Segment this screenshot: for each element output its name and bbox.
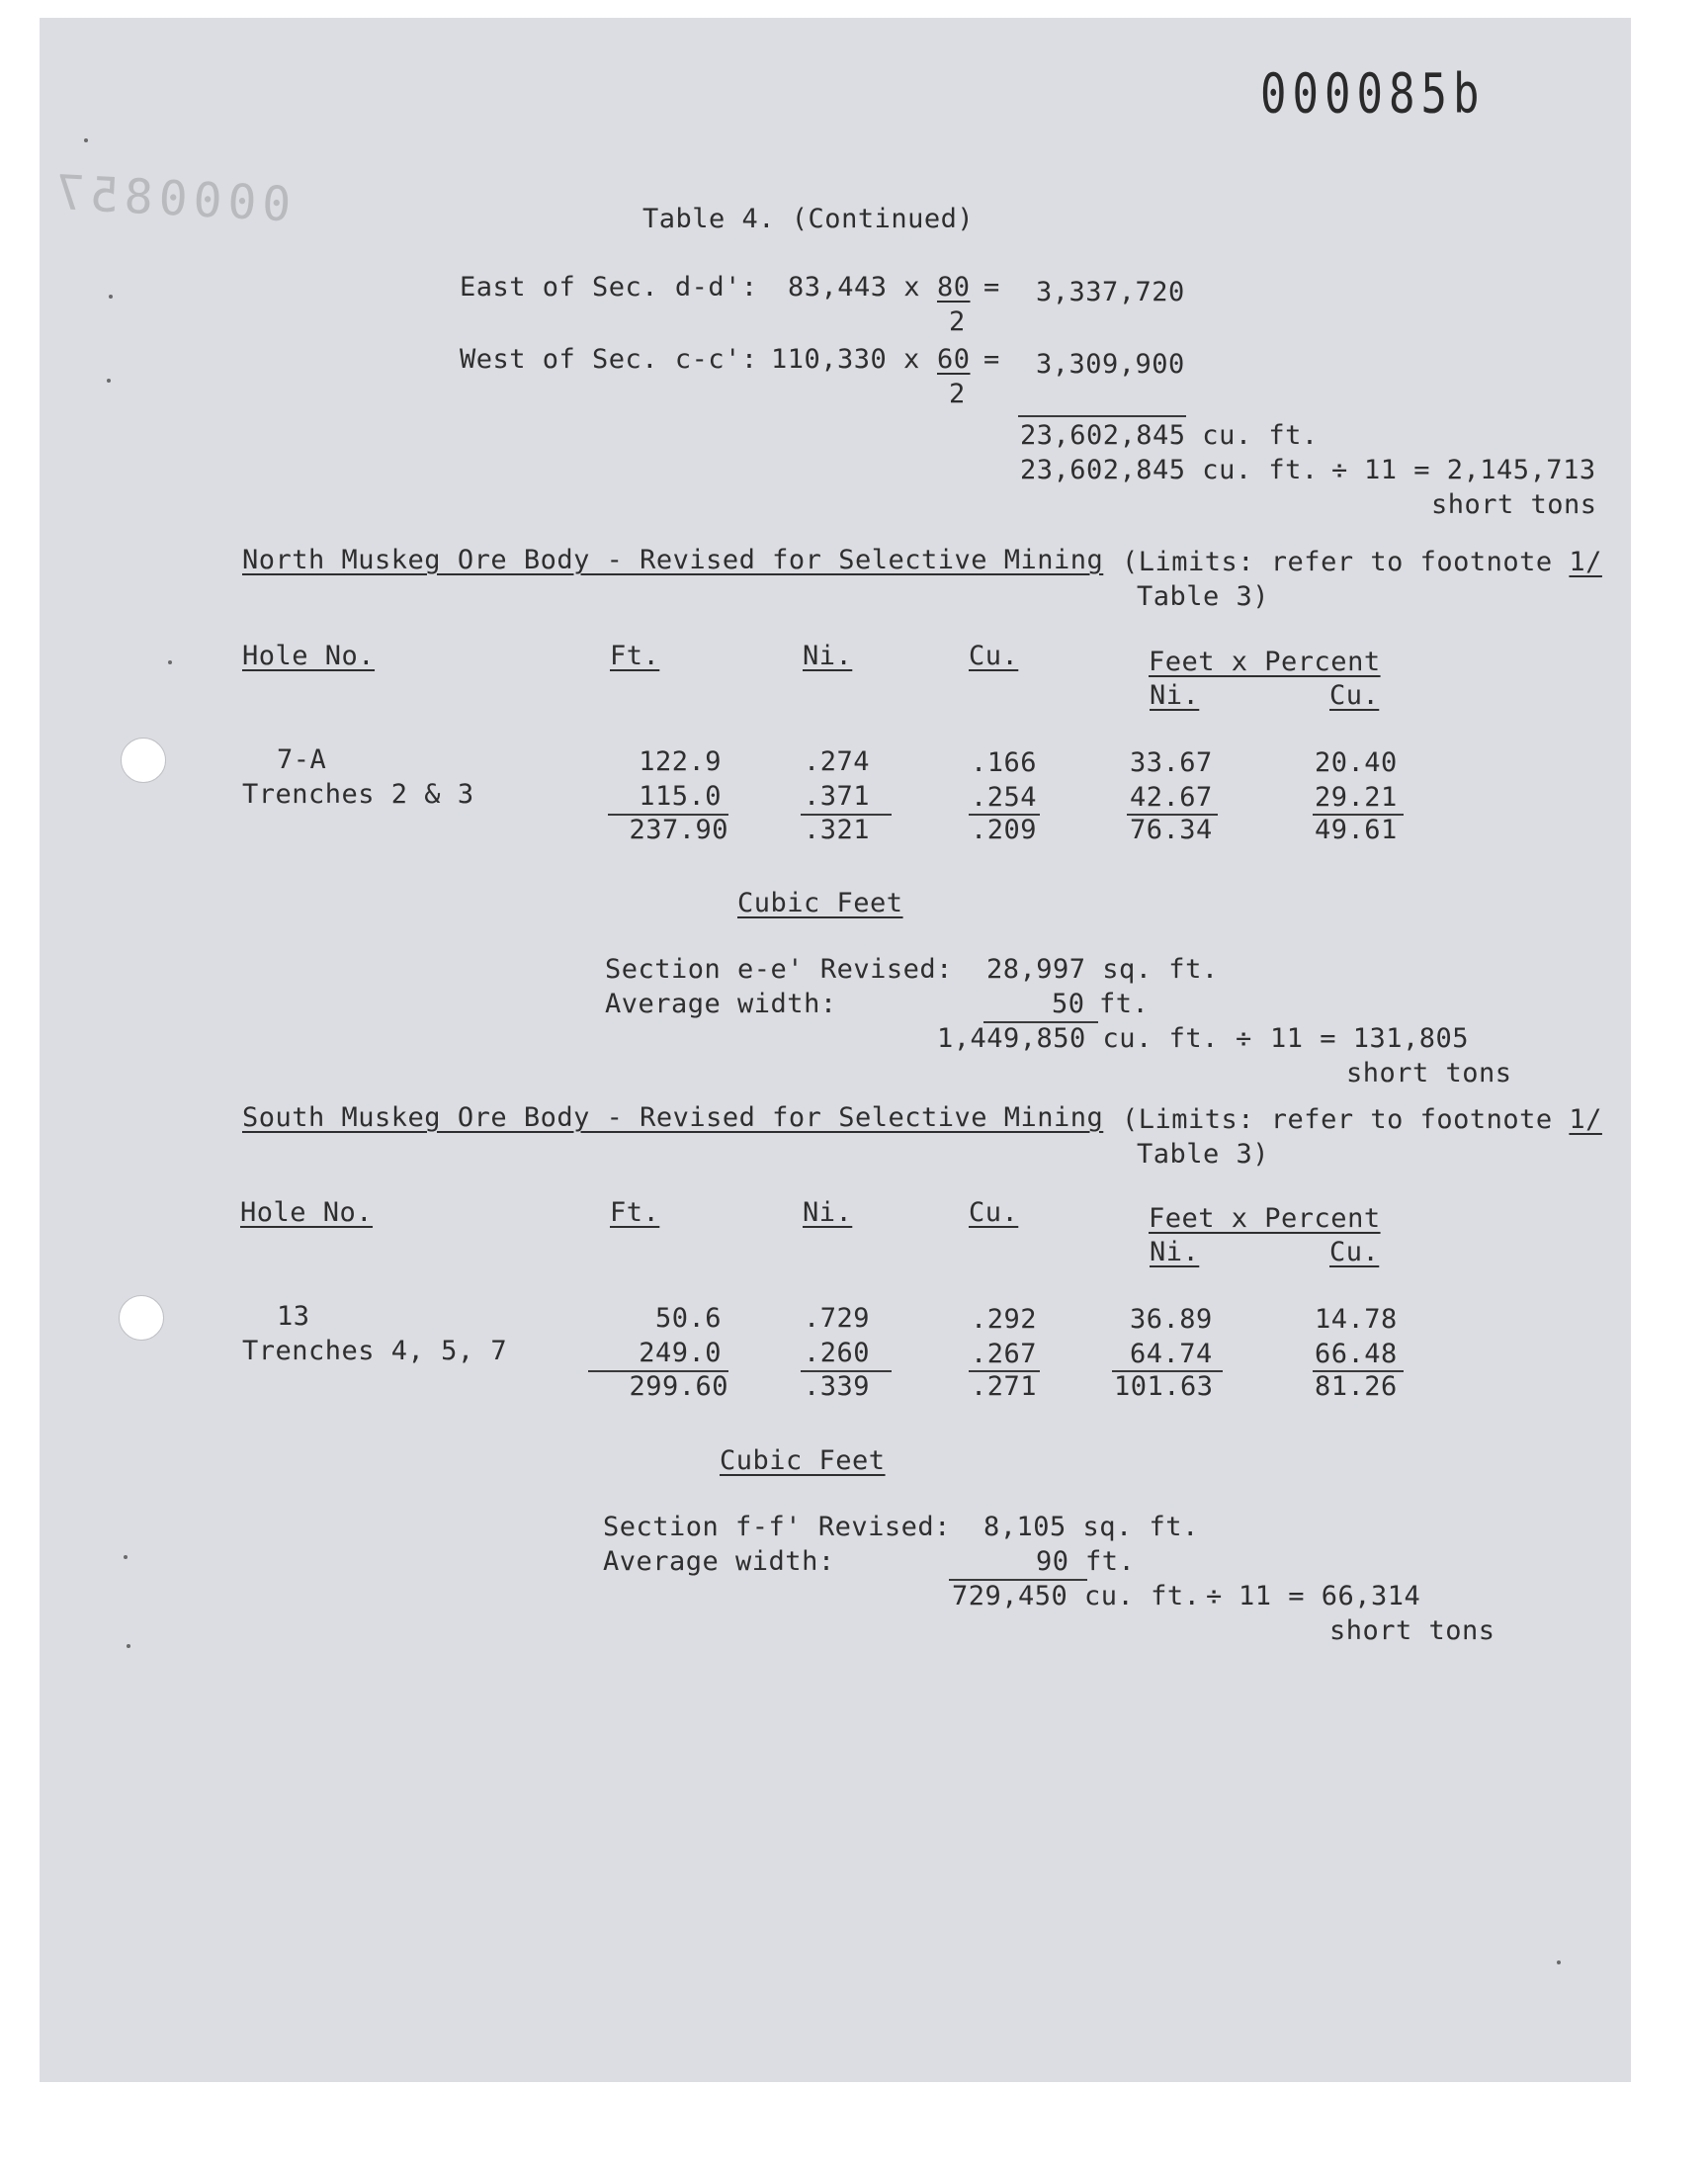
south-row2-hole: Trenches 4, 5, 7 (242, 1336, 508, 1366)
south-row1-cu: .292 (971, 1304, 1038, 1335)
south-row2-ni: .260 (804, 1338, 871, 1368)
speck (109, 295, 113, 299)
west-numerator: 60 (937, 344, 971, 375)
west-denominator: 2 (949, 379, 966, 409)
tons-lhs: 23,602,845 cu. ft. (1020, 455, 1319, 485)
south-cubic-heading: Cubic Feet (720, 1445, 886, 1476)
south-result-rhs: 11 = 66,314 (1238, 1581, 1421, 1611)
north-result-lhs: 1,449,850 cu. ft. (937, 1023, 1219, 1054)
south-col-fxp: Feet x Percent (1149, 1203, 1381, 1234)
speck (107, 379, 111, 383)
west-equals: = (983, 344, 1000, 375)
south-col-ni: Ni. (803, 1197, 853, 1228)
east-result: 3,337,720 (1036, 277, 1185, 307)
south-width-label: Average width: (603, 1546, 835, 1577)
north-row2-fxp-cu: 29.21 (1315, 782, 1398, 813)
south-limits-line2: Table 3) (1137, 1139, 1270, 1170)
north-col-fxp-cu: Cu. (1329, 680, 1380, 711)
south-col-ft: Ft. (610, 1197, 660, 1228)
north-total-ft: 237.90 (629, 815, 728, 845)
south-result-lhs: 729,450 cu. ft. (952, 1581, 1201, 1611)
south-section-label: Section f-f' Revised: (603, 1512, 951, 1542)
north-row2-cu: .254 (971, 782, 1038, 813)
north-cubic-heading: Cubic Feet (737, 888, 903, 918)
north-row1-fxp-cu: 20.40 (1315, 747, 1398, 778)
north-total-cu: .209 (971, 815, 1038, 845)
north-row2-ni: .371 (804, 781, 871, 812)
west-label: West of Sec. c-c': (460, 344, 758, 375)
east-label: East of Sec. d-d': (460, 272, 758, 303)
tons-unit: short tons (1431, 489, 1597, 520)
table-title: Table 4. (Continued) (642, 204, 975, 234)
speck (1557, 1960, 1561, 1964)
south-row1-fxp-ni: 36.89 (1130, 1304, 1213, 1335)
south-total-fxp-ni: 101.63 (1114, 1371, 1214, 1402)
total-cubic-feet: 23,602,845 cu. ft. (1020, 420, 1319, 451)
north-row1-ni: .274 (804, 746, 871, 777)
south-row2-ft: 249.0 (639, 1338, 722, 1368)
tons-rhs: 11 = 2,145,713 (1364, 455, 1596, 485)
faint-stamp-bleedthrough: 0000857 (47, 164, 293, 233)
south-col-fxp-ni: Ni. (1150, 1237, 1200, 1267)
north-col-cu: Cu. (969, 641, 1019, 671)
document-number-stamp: 000085b (1260, 62, 1486, 127)
south-row1-ft: 50.6 (654, 1303, 722, 1334)
north-row2-fxp-ni: 42.67 (1130, 782, 1213, 813)
north-col-fxp: Feet x Percent (1149, 647, 1381, 677)
east-numerator: 80 (937, 272, 971, 303)
binder-hole (119, 1295, 164, 1341)
south-total-fxp-cu: 81.26 (1315, 1371, 1398, 1402)
west-base: 110,330 x (771, 344, 920, 375)
east-denominator: 2 (949, 306, 966, 337)
south-col-cu: Cu. (969, 1197, 1019, 1228)
south-row1-fxp-cu: 14.78 (1315, 1304, 1398, 1335)
south-total-ni: .339 (804, 1371, 871, 1402)
north-col-hole: Hole No. (242, 641, 376, 671)
divide-sign: ÷ (1331, 455, 1348, 485)
east-equals: = (983, 272, 1000, 303)
south-result-unit: short tons (1329, 1615, 1495, 1646)
north-result-rhs: 11 = 131,805 (1270, 1023, 1470, 1054)
south-col-hole: Hole No. (240, 1197, 374, 1228)
south-row1-ni: .729 (804, 1303, 871, 1334)
south-total-ft: 299.60 (629, 1371, 728, 1402)
north-col-ft: Ft. (610, 641, 660, 671)
south-row2-cu: .267 (971, 1339, 1038, 1369)
north-limits-line1: (Limits: refer to footnote 1/ (1122, 547, 1602, 577)
north-limits-line2: Table 3) (1137, 581, 1270, 612)
north-row2-ft: 115.0 (639, 781, 722, 812)
sum-rule (1018, 415, 1186, 417)
speck (84, 138, 88, 142)
west-result: 3,309,900 (1036, 349, 1185, 380)
binder-hole (121, 738, 166, 783)
north-heading: North Muskeg Ore Body - Revised for Selective Mining (242, 545, 1104, 575)
speck (127, 1644, 130, 1648)
north-result-unit: short tons (1346, 1058, 1512, 1088)
south-width-value: 90 (1036, 1546, 1069, 1577)
north-row2-hole: Trenches 2 & 3 (242, 779, 474, 810)
north-total-ni: .321 (804, 815, 871, 845)
north-row1-ft: 122.9 (639, 746, 722, 777)
south-row2-fxp-cu: 66.48 (1315, 1339, 1398, 1369)
north-divide-sign: ÷ (1236, 1023, 1252, 1054)
speck (168, 660, 172, 664)
east-base: 83,443 x (788, 272, 921, 303)
document-page (40, 18, 1631, 2082)
north-col-fxp-ni: Ni. (1150, 680, 1200, 711)
speck (124, 1555, 128, 1559)
north-row1-fxp-ni: 33.67 (1130, 747, 1213, 778)
south-limits-line1: (Limits: refer to footnote 1/ (1122, 1104, 1602, 1135)
north-row1-hole: 7-A (277, 744, 327, 775)
south-total-cu: .271 (971, 1371, 1038, 1402)
south-divide-sign: ÷ (1206, 1581, 1223, 1611)
north-total-fxp-cu: 49.61 (1315, 815, 1398, 845)
south-heading: South Muskeg Ore Body - Revised for Selective Mining (242, 1102, 1104, 1133)
north-row1-cu: .166 (971, 747, 1038, 778)
south-width-unit: ft. (1085, 1546, 1136, 1577)
north-width-value: 50 (1052, 989, 1085, 1019)
north-section-value: 28,997 sq. ft. (986, 954, 1219, 985)
south-row1-hole: 13 (277, 1301, 310, 1332)
south-row2-fxp-ni: 64.74 (1130, 1339, 1213, 1369)
south-section-value: 8,105 sq. ft. (983, 1512, 1199, 1542)
north-section-label: Section e-e' Revised: (605, 954, 953, 985)
north-total-fxp-ni: 76.34 (1130, 815, 1213, 845)
north-width-label: Average width: (605, 989, 837, 1019)
north-col-ni: Ni. (803, 641, 853, 671)
south-col-fxp-cu: Cu. (1329, 1237, 1380, 1267)
north-width-unit: ft. (1099, 989, 1150, 1019)
